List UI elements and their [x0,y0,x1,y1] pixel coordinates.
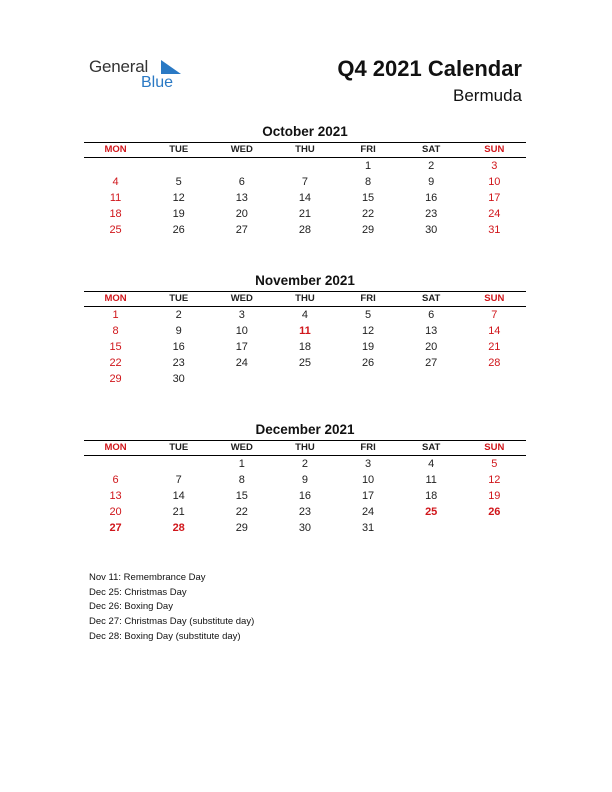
day-cell: 29 [109,373,122,385]
day-cell: 17 [488,192,501,204]
week-row [84,504,526,520]
day-cell: 30 [298,522,312,534]
day-cell: 18 [298,341,312,353]
weekday-label: THU [295,442,315,453]
day-cell: 10 [235,325,248,337]
day-cell: 30 [425,224,438,236]
weekday-label: THU [295,144,315,155]
day-cell: 15 [361,192,375,204]
day-cell: 27 [425,357,438,369]
day-cell: 25 [298,357,312,369]
day-cell: 21 [488,341,501,353]
day-cell: 28 [298,224,312,236]
day-cell: 26 [361,357,375,369]
week-row [84,371,526,387]
weekday-header-row [84,441,526,455]
day-cell: 2 [301,458,308,470]
day-cell: 29 [361,224,375,236]
day-cell: 8 [365,176,372,188]
weekday-label: SUN [484,293,505,304]
weekday-label: FRI [360,144,376,155]
week-row [84,158,526,174]
holiday-day-cell: 27 [109,522,122,534]
week-row [84,222,526,238]
day-cell: 9 [175,325,182,337]
day-cell: 7 [491,309,498,321]
week-row [84,174,526,190]
day-cell: 14 [298,192,312,204]
day-cell: 19 [488,490,501,502]
day-cell: 24 [235,357,248,369]
week-row [84,488,526,504]
day-cell: 8 [112,325,119,337]
month-calendar [84,124,526,238]
day-cell: 2 [175,309,182,321]
day-cell: 2 [428,160,435,172]
day-cell [400,520,463,536]
day-cell [84,158,147,174]
weekday-label: FRI [360,442,376,453]
holiday-entry: Dec 26: Boxing Day [89,601,173,613]
day-cell: 3 [238,309,245,321]
weekday-label: MON [104,442,127,453]
day-cell: 3 [365,458,372,470]
day-cell: 4 [428,458,435,470]
day-cell: 9 [428,176,435,188]
day-cell: 30 [172,373,185,385]
day-cell [273,371,336,387]
page-subtitle: Bermuda [453,86,522,105]
day-cell: 14 [172,490,185,502]
day-cell: 12 [488,474,501,486]
day-cell [273,158,336,174]
day-cell: 15 [109,341,122,353]
weekday-header-row [84,143,526,157]
holiday-entry: Dec 28: Boxing Day (substitute day) [89,630,241,642]
holiday-entry: Nov 11: Remembrance Day [89,572,206,583]
day-cell [463,371,526,387]
weekday-label: TUE [169,293,189,304]
week-row [84,190,526,206]
day-cell: 6 [238,176,245,188]
day-cell: 5 [365,309,372,321]
day-cell: 20 [235,208,248,220]
day-cell: 9 [301,474,308,486]
month-calendar [84,273,526,387]
holiday-day-cell: 11 [299,325,311,337]
day-cell: 16 [298,490,312,502]
day-cell [210,158,273,174]
day-cell: 21 [298,208,312,220]
day-cell: 13 [109,490,122,502]
logo-word-general: General [89,57,149,76]
day-cell: 20 [425,341,438,353]
day-cell: 24 [361,506,375,518]
day-cell: 1 [238,458,245,470]
day-cell: 27 [235,224,248,236]
day-cell: 5 [175,176,182,188]
day-cell [337,371,400,387]
day-cell [147,158,210,174]
day-cell: 22 [361,208,375,220]
day-cell: 20 [109,506,122,518]
day-cell: 12 [361,325,375,337]
day-cell: 4 [112,176,119,188]
week-row [84,456,526,472]
day-cell: 16 [425,192,438,204]
month-title: November 2021 [255,273,355,288]
week-row [84,472,526,488]
day-cell: 16 [172,341,185,353]
day-cell [84,456,147,472]
day-cell: 23 [172,357,185,369]
week-row [84,339,526,355]
weekday-label: SUN [484,442,505,453]
logo-word-blue: Blue [141,74,174,91]
holiday-day-cell: 26 [488,506,501,518]
generalblue-logo [89,57,189,93]
week-row [84,206,526,222]
day-cell: 13 [425,325,438,337]
weekday-label: FRI [360,293,376,304]
day-cell: 10 [488,176,501,188]
day-cell: 18 [109,208,122,220]
day-cell: 3 [491,160,498,172]
day-cell: 14 [488,325,501,337]
day-cell [147,456,210,472]
day-cell: 23 [425,208,438,220]
day-cell: 8 [238,474,245,486]
day-cell: 19 [361,341,375,353]
day-cell [210,371,273,387]
day-cell: 17 [235,341,248,353]
week-row [84,323,526,339]
day-cell [400,371,463,387]
month-title: October 2021 [262,124,348,139]
day-cell: 22 [235,506,248,518]
weekday-label: SAT [422,144,441,155]
day-cell: 24 [488,208,501,220]
day-cell: 12 [172,192,185,204]
day-cell: 15 [235,490,248,502]
weekday-label: SAT [422,442,441,453]
day-cell: 25 [109,224,122,236]
weekday-label: WED [230,144,253,155]
weekday-label: TUE [169,144,189,155]
day-cell: 31 [361,522,375,534]
day-cell: 6 [428,309,435,321]
day-cell: 23 [298,506,312,518]
day-cell: 21 [172,506,185,518]
day-cell: 11 [109,192,122,204]
day-cell: 1 [112,309,119,321]
day-cell: 29 [235,522,248,534]
weekday-label: MON [104,144,127,155]
day-cell: 13 [235,192,248,204]
weekday-label: TUE [169,442,189,453]
day-cell: 5 [491,458,498,470]
weekday-label: SUN [484,144,505,155]
holiday-list [89,571,254,644]
day-cell: 18 [425,490,438,502]
holiday-entry: Dec 27: Christmas Day (substitute day) [89,616,255,628]
day-cell: 11 [425,474,437,486]
weekday-label: WED [230,442,253,453]
month-title: December 2021 [255,422,355,437]
day-cell: 17 [361,490,375,502]
day-cell: 31 [488,224,501,236]
month-calendar [84,422,526,536]
day-cell: 6 [112,474,119,486]
weekday-label: WED [230,293,253,304]
day-cell: 19 [172,208,185,220]
logo-flag-icon [161,60,181,74]
weekday-label: THU [295,293,315,304]
day-cell: 4 [301,309,308,321]
week-row [84,307,526,323]
day-cell: 7 [301,176,308,188]
day-cell: 22 [109,357,122,369]
day-cell: 28 [488,357,501,369]
page-title: Q4 2021 Calendar [337,56,522,81]
holiday-day-cell: 28 [172,522,185,534]
day-cell: 26 [172,224,185,236]
day-cell: 1 [365,160,372,172]
weekday-label: SAT [422,293,441,304]
week-row [84,520,526,536]
day-cell [463,520,526,536]
weekday-label: MON [104,293,127,304]
day-cell: 7 [175,474,182,486]
holiday-day-cell: 25 [425,506,438,518]
week-row [84,355,526,371]
weekday-header-row [84,292,526,306]
holiday-entry: Dec 25: Christmas Day [89,586,187,598]
day-cell: 10 [361,474,375,486]
